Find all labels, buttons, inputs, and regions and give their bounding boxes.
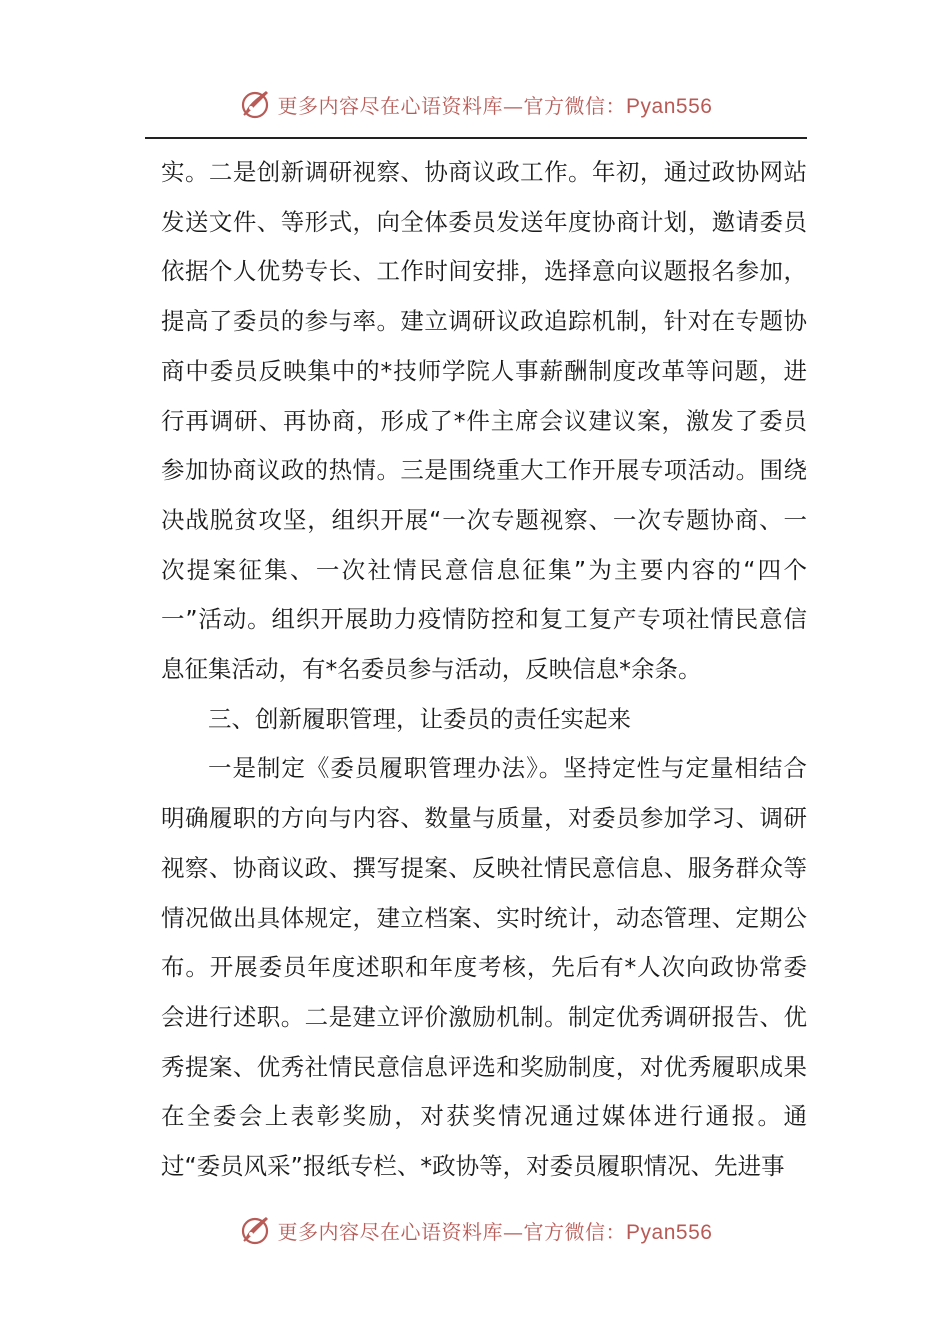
- document-body: [161, 148, 807, 1192]
- footer-banner-wechat-id: Pyan556: [626, 1220, 713, 1244]
- header-banner-cn: 更多内容尽在心语资料库—官方微信：: [277, 93, 627, 118]
- header-banner-wechat-id: Pyan556: [626, 94, 713, 118]
- footer-banner-text: [278, 1216, 713, 1245]
- pen-logo-icon: [238, 87, 272, 121]
- header-banner: [0, 84, 950, 124]
- footer-banner-cn: 更多内容尽在心语资料库—官方微信：: [277, 1219, 627, 1244]
- footer-banner: [0, 1210, 950, 1250]
- header-divider: [145, 137, 807, 139]
- pen-logo-icon: [238, 1213, 272, 1247]
- section-heading: 三、创新履职管理，让委员的责任实起来: [208, 704, 631, 733]
- header-banner-text: [278, 90, 713, 119]
- paragraph-1: 实。二是创新调研视察、协商议政工作。年初，通过政协网站发送文件、等形式，向全体委员发送年度协商计划，邀请委员依据个人优势专长、工作时间安排，选择意向议题报名参加，提高了委员的参与率。建立调研议政追踪机制，针对在专题协商中委员反映集中的*技师学院人事薪酬制度改革等问题，进行再调研、再协商，形成了*件主席会议建议案，激发了委员参加协商议政的热情。三是围绕重大工作开展专项活动。围绕决战脱贫攻坚，组织开展“一次专题视察、一次专题协商、一次提案征集、一次社情民意信息征集”为主要内容的“四个一”活动。组织开展助力疫情防控和复工复产专项社情民意信息征集活动，有*名委员参与活动，反映信息*余条。: [161, 158, 807, 684]
- paragraph-2: 一是制定《委员履职管理办法》。坚持定性与定量相结合明确履职的方向与内容、数量与质量，对委员参加学习、调研视察、协商议政、撰写提案、反映社情民意信息、服务群众等情况做出具体规定，建立档案、实时统计，动态管理、定期公布。开展委员年度述职和年度考核，先后有*人次向政协常委会进行述职。二是建立评价激励机制。制定优秀调研报告、优秀提案、优秀社情民意信息评选和奖励制度，对优秀履职成果在全委会上表彰奖励，对获奖情况通过媒体进行通报。通过“委员风采”报纸专栏、*政协等，对委员履职情况、先进事: [161, 754, 807, 1181]
